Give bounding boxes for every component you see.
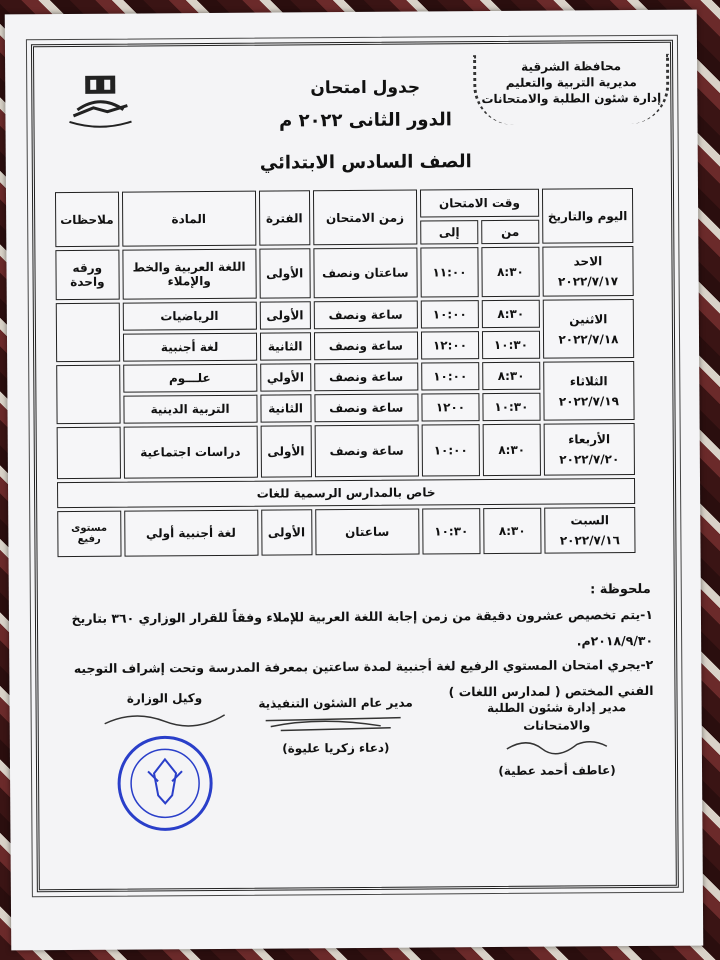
time-from: ٨:٣٠ (481, 247, 539, 297)
signatory-name: (دعاء زكريا عليوة) (282, 740, 390, 756)
time-to: ١٠:٣٠ (422, 508, 480, 554)
duration-cell: ساعة ونصف (314, 363, 419, 392)
org-line: مديرية التربية والتعليم (505, 75, 637, 90)
subject-cell: لغة أجنبية أولي (124, 510, 258, 557)
notes-title: ملحوظة : (589, 581, 651, 598)
day-cell: الاحد ٢٠٢٢/٧/١٧ (542, 246, 633, 297)
table-row (56, 361, 634, 393)
period-cell: الأولي (260, 363, 311, 391)
signature-icon (95, 707, 235, 732)
header-subject: المادة (122, 191, 256, 247)
ministry-logo-icon (63, 72, 137, 131)
day-cell: الأربعاء ٢٠٢٢/٧/٢٠ (543, 423, 634, 476)
day-cell: الاثنين ٢٠٢٢/٧/١٨ (543, 299, 635, 359)
signatory-title: مدير إدارة شئون الطلبة والامتحانات (486, 700, 627, 733)
subject-cell: لغة أجنبية (123, 333, 257, 362)
signature-block-3 (89, 689, 239, 737)
time-from: ٨:٣٠ (482, 362, 540, 390)
time-from: ٨:٣٠ (482, 300, 540, 328)
signature-icon (261, 712, 411, 735)
subject-cell: دراسات اجتماعية (123, 426, 257, 479)
page-title: جدول امتحان (310, 77, 421, 99)
duration-cell: ساعة ونصف (313, 301, 418, 330)
note-2: ٢-يجري امتحان المستوي الرفيع لغة أجنبية لمدة ساعتين بمعرفة المدرسة وتحت إشراف التوجيه الفني المختص ( لمدارس اللغات ) (73, 656, 654, 700)
time-to: ١٠:٠٠ (421, 362, 479, 390)
notes-cell (57, 427, 121, 479)
subject-cell: الرياضيات (122, 302, 256, 331)
signatory-title: مدير عام الشئون التنفيذية (258, 695, 413, 711)
subject-cell: علـــوم (123, 364, 257, 393)
subject-cell: اللغة العربية والخط والإملاء (122, 249, 256, 300)
time-from: ١٠:٣٠ (482, 393, 540, 421)
notes-cell (56, 365, 120, 424)
exam-schedule-table (52, 185, 639, 560)
time-to: ١٢٠٠ (421, 393, 479, 421)
day-cell: الثلاثاء ٢٠٢٢/٧/١٩ (543, 361, 635, 421)
time-to: ١٠:٠٠ (421, 300, 479, 328)
period-cell: الأولى (259, 301, 310, 329)
exam-round: الدور الثانى ٢٠٢٢ م (278, 109, 452, 132)
period-cell: الأولى (259, 248, 310, 298)
header-day: اليوم والتاريخ (542, 188, 634, 244)
time-to: ١١:٠٠ (420, 247, 478, 297)
notes-cell: مستوى رفيع (57, 511, 121, 557)
subject-cell: التربية الدينية (123, 395, 257, 424)
header-notes: ملاحظات (55, 192, 119, 247)
signature-block-2 (245, 694, 425, 758)
duration-cell: ساعتان (315, 509, 420, 556)
signatory-title: وكيل الوزارة (126, 691, 203, 706)
signature-icon (497, 734, 617, 757)
table-row (56, 299, 634, 331)
signature-block-1 (452, 698, 663, 780)
period-cell: الثانية (260, 394, 311, 422)
duration-cell: ساعة ونصف (314, 425, 419, 478)
header-to: إلى (420, 220, 478, 244)
document-page (5, 10, 704, 951)
special-heading: خاص بالمدارس الرسمية للغات (57, 478, 635, 508)
time-from: ٨:٣٠ (483, 508, 541, 554)
note-1: ١-يتم تخصيص عشرون دقيقة من زمن إجابة اللغة العربية للإملاء وفقاً للقرار الوزاري ٣٦٠ بتاريخ ٢٠١٨/٩/٣٠م. (71, 606, 654, 649)
time-from: ١٠:٣٠ (482, 331, 540, 359)
time-to: ١٢:٠٠ (421, 331, 479, 359)
duration-cell: ساعة ونصف (314, 332, 419, 361)
duration-cell: ساعة ونصف (314, 394, 419, 423)
table-row (57, 423, 635, 479)
signatory-name: (عاطف أحمد عطية) (498, 763, 616, 778)
header-duration: زمن الامتحان (313, 190, 418, 246)
notes-cell: ورقه واحدة (55, 250, 119, 300)
notes-cell (56, 303, 120, 362)
header-from: من (481, 220, 539, 244)
org-line: محافظة الشرقية (521, 59, 622, 74)
grade-title: الصف السادس الابتدائي (259, 151, 472, 174)
period-cell: الثانية (260, 332, 311, 360)
header-period: الفترة (259, 190, 310, 245)
table-row (55, 246, 633, 300)
table-row (57, 507, 635, 557)
org-line: إدارة شئون الطلبة والامتحانات (481, 90, 662, 107)
duration-cell: ساعتان ونصف (313, 248, 418, 299)
header-time: وقت الامتحان (420, 189, 539, 218)
official-stamp-icon (110, 733, 221, 834)
time-from: ٨:٣٠ (483, 424, 541, 476)
period-cell: الأولى (261, 509, 312, 555)
period-cell: الأولى (260, 425, 311, 477)
table-row (57, 478, 635, 508)
time-to: ١٠:٠٠ (422, 424, 480, 476)
day-cell: السبت ٢٠٢٢/٧/١٦ (544, 507, 635, 554)
